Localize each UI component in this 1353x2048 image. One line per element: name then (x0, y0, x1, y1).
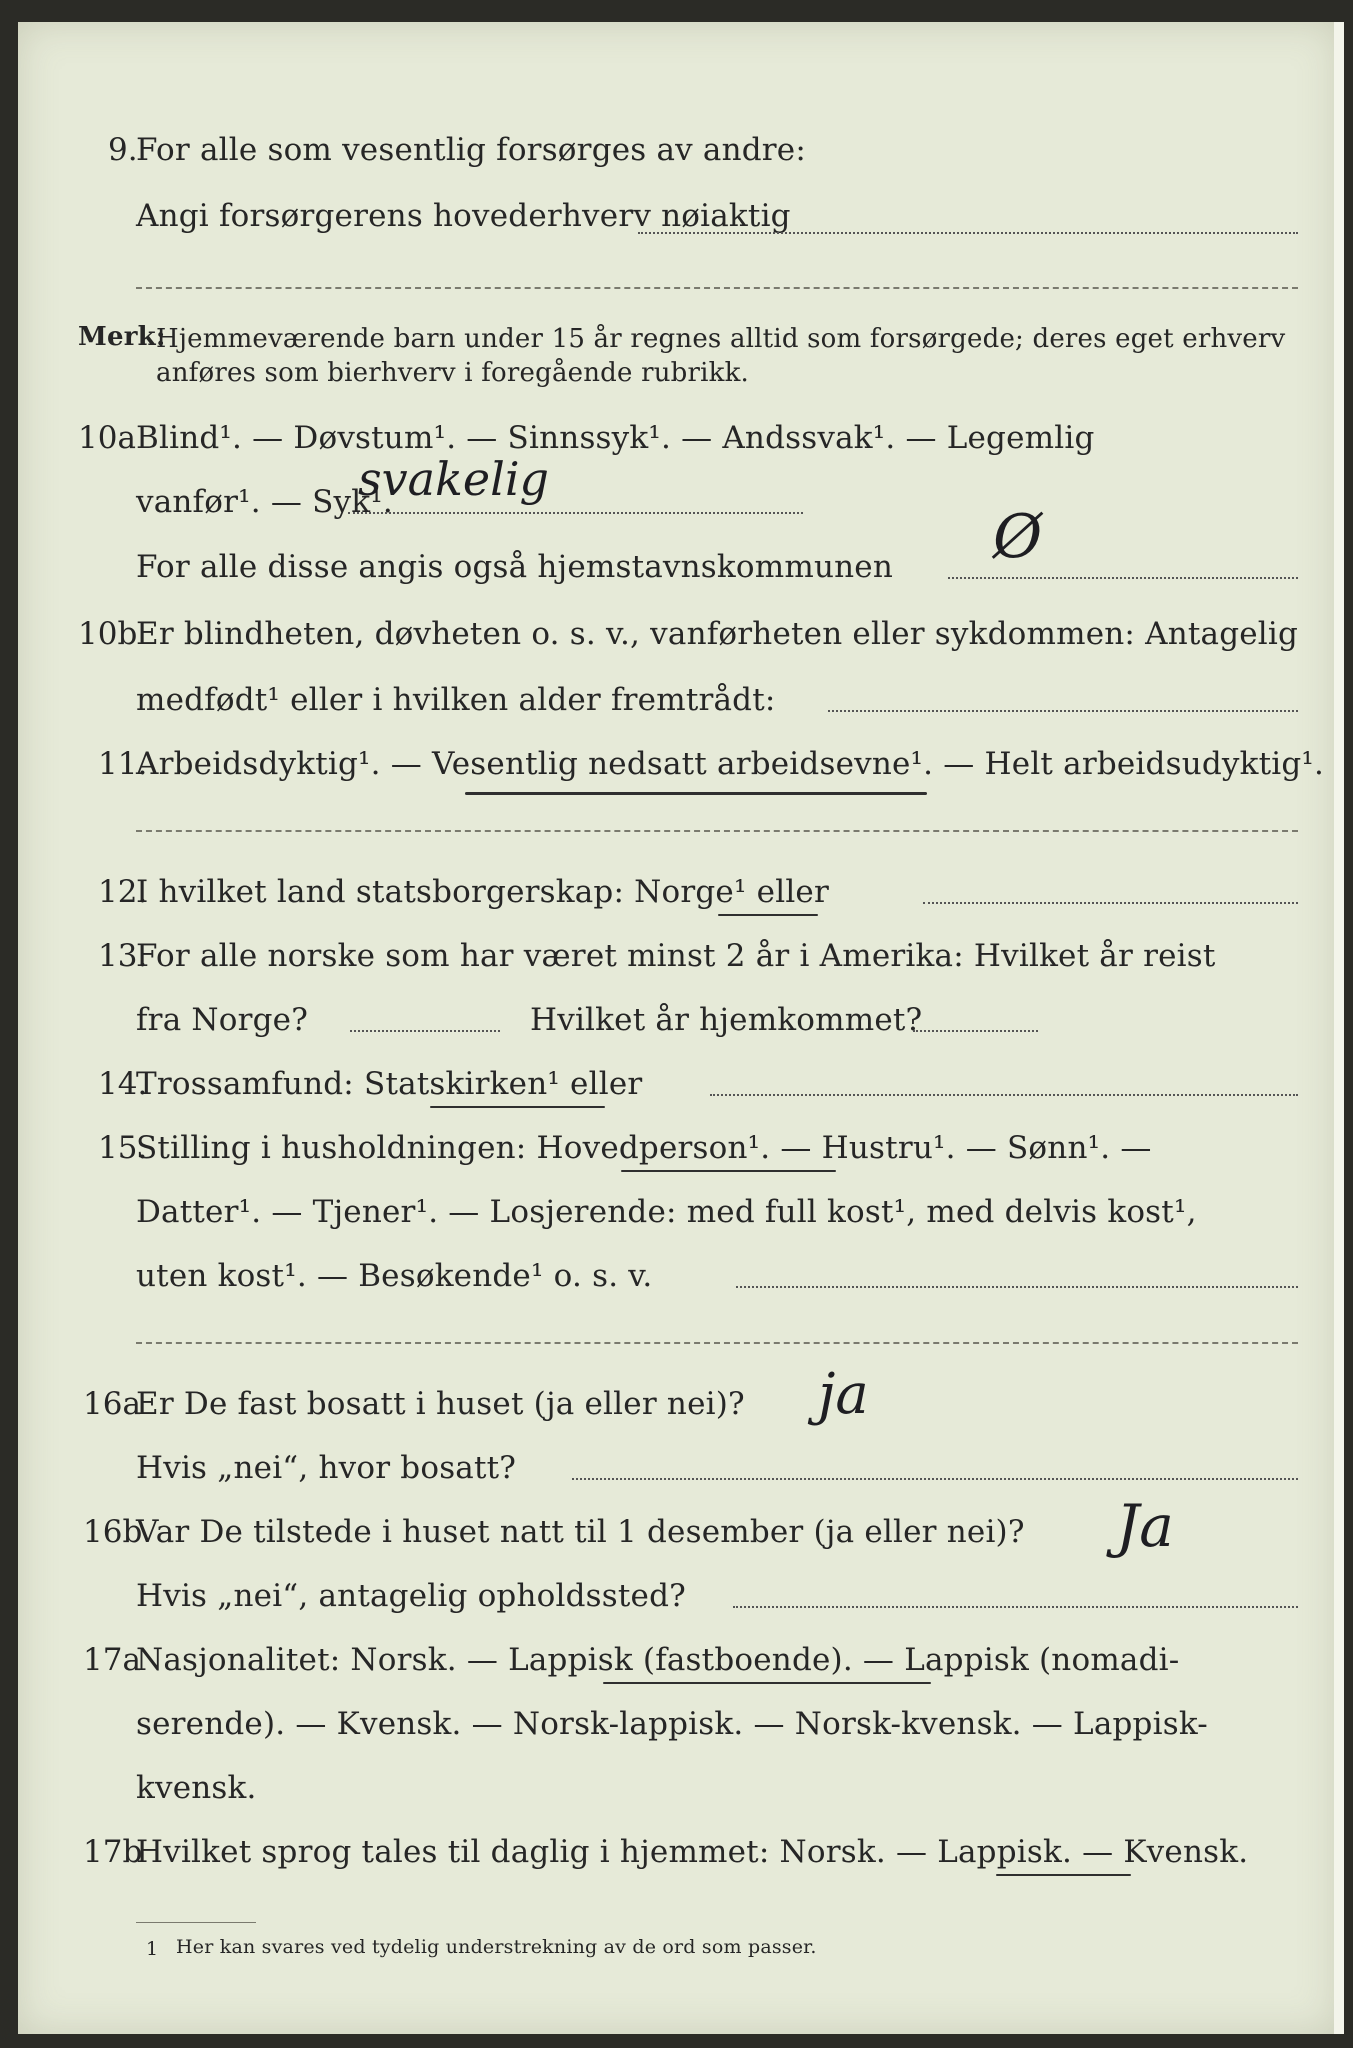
q10a-hjemstavn-line (948, 577, 1298, 579)
q16a-number: 16a (83, 1386, 141, 1422)
q10b-number: 10b (78, 616, 138, 652)
merk-line2: anføres som bierhverv i foregående rubrikk. (156, 358, 750, 388)
q15-extra-line (136, 1342, 1298, 1344)
q15-line1: Stilling i husholdningen: Hovedperson¹. — Hustru¹. — Sønn¹. — (136, 1130, 1152, 1166)
q10b-line1: Er blindheten, døvheten o. s. v., vanførheten eller sykdommen: Antagelig (136, 616, 1299, 652)
q13-line2a: fra Norge? (136, 1002, 309, 1038)
q10b-line2: medfødt¹ eller i hvilken alder fremtrådt: (136, 682, 776, 718)
q14-number: 14. (98, 1066, 148, 1102)
underline-lappisk-fastboende (603, 1682, 931, 1684)
q11-extra-line (136, 830, 1298, 832)
q10a-line1: Blind¹. — Døvstum¹. — Sinnssyk¹. — Andssvak¹. — Legemlig (136, 420, 1095, 456)
handwritten-bosatt: ja (818, 1362, 869, 1427)
q13-reist-line (350, 1030, 500, 1032)
q14-line1: Trossamfund: Statskirken¹ eller (136, 1066, 643, 1102)
footnote-rule (136, 1922, 256, 1923)
q12-answer-line (923, 902, 1298, 904)
q10a-line2: vanfør¹. — Syk¹. (136, 484, 393, 520)
q10a-line3: For alle disse angis også hjemstavnskommunen (136, 549, 893, 585)
q11-line1: Arbeidsdyktig¹. — Vesentlig nedsatt arbeidsevne¹. — Helt arbeidsudyktig¹. (136, 746, 1325, 782)
q15-number: 15. (98, 1130, 148, 1166)
q15-line2: Datter¹. — Tjener¹. — Losjerende: med full kost¹, med delvis kost¹, (136, 1194, 1197, 1230)
underline-lappisk (996, 1874, 1131, 1876)
q9-line2: Angi forsørgerens hovederhverv nøiaktig (136, 198, 791, 234)
q9-answer-line (638, 232, 1298, 234)
q16b-number: 16b (83, 1514, 143, 1550)
q9-line1: For alle som vesentlig forsørges av andre: (136, 132, 806, 168)
q16b-line2: Hvis „nei“, antagelig opholdssted? (136, 1578, 686, 1614)
handwritten-syk: svakelig (358, 452, 549, 506)
q13-number: 13. (98, 938, 148, 974)
q16a-answer-line (572, 1478, 1298, 1480)
q17a-line1: Nasjonalitet: Norsk. — Lappisk (fastboende). — Lappisk (nomadi- (136, 1642, 1180, 1678)
census-form-page (18, 22, 1338, 2034)
q17b-number: 17b (83, 1834, 143, 1870)
q14-answer-line (710, 1094, 1298, 1096)
q9-extra-line (136, 287, 1298, 289)
q17b-line1: Hvilket sprog tales til daglig i hjemmet: Norsk. — Lappisk. — Kvensk. (136, 1834, 1249, 1870)
q16a-line2: Hvis „nei“, hvor bosatt? (136, 1450, 517, 1486)
q10b-answer-line (828, 710, 1298, 712)
q17a-line2: serende). — Kvensk. — Norsk-lappisk. — Norsk-kvensk. — Lappisk- (136, 1706, 1208, 1742)
underline-hovedperson (621, 1170, 836, 1172)
q13-hjemkommet-line (913, 1030, 1038, 1032)
handwritten-hjemstavn: Ø (993, 502, 1043, 572)
underline-norge (718, 914, 818, 916)
q15-line3: uten kost¹. — Besøkende¹ o. s. v. (136, 1258, 653, 1294)
q16a-line1: Er De fast bosatt i huset (ja eller nei)? (136, 1386, 745, 1422)
q13-line2b: Hvilket år hjemkommet? (530, 1002, 923, 1038)
merk-label: Merk: (78, 322, 166, 352)
q17a-line3: kvensk. (136, 1770, 257, 1806)
q13-line1: For alle norske som har været minst 2 år i Amerika: Hvilket år reist (136, 938, 1216, 974)
q10a-number: 10a (78, 420, 136, 456)
q15-answer-line (736, 1286, 1298, 1288)
footnote-mark: 1 (146, 1938, 159, 1960)
q12-line1: I hvilket land statsborgerskap: Norge¹ eller (136, 874, 829, 910)
q17a-number: 17a (83, 1642, 141, 1678)
q10a-syk-line (348, 512, 803, 514)
q16b-line1: Var De tilstede i huset natt til 1 desember (ja eller nei)? (136, 1514, 1025, 1550)
q11-number: 11. (98, 746, 148, 782)
underline-vesentlig-nedsatt (465, 792, 927, 795)
q12-number: 12. (98, 874, 148, 910)
footnote-text: Her kan svares ved tydelig understrekning av de ord som passer. (176, 1936, 817, 1958)
merk-line1: Hjemmeværende barn under 15 år regnes alltid som forsørgede; deres eget erhverv (156, 324, 1286, 354)
q16b-answer-line (733, 1606, 1298, 1608)
underline-statskirken (430, 1106, 605, 1108)
q9-number: 9. (108, 132, 138, 168)
handwritten-tilstede: Ja (1116, 1492, 1174, 1560)
page-edge (1334, 22, 1344, 2034)
